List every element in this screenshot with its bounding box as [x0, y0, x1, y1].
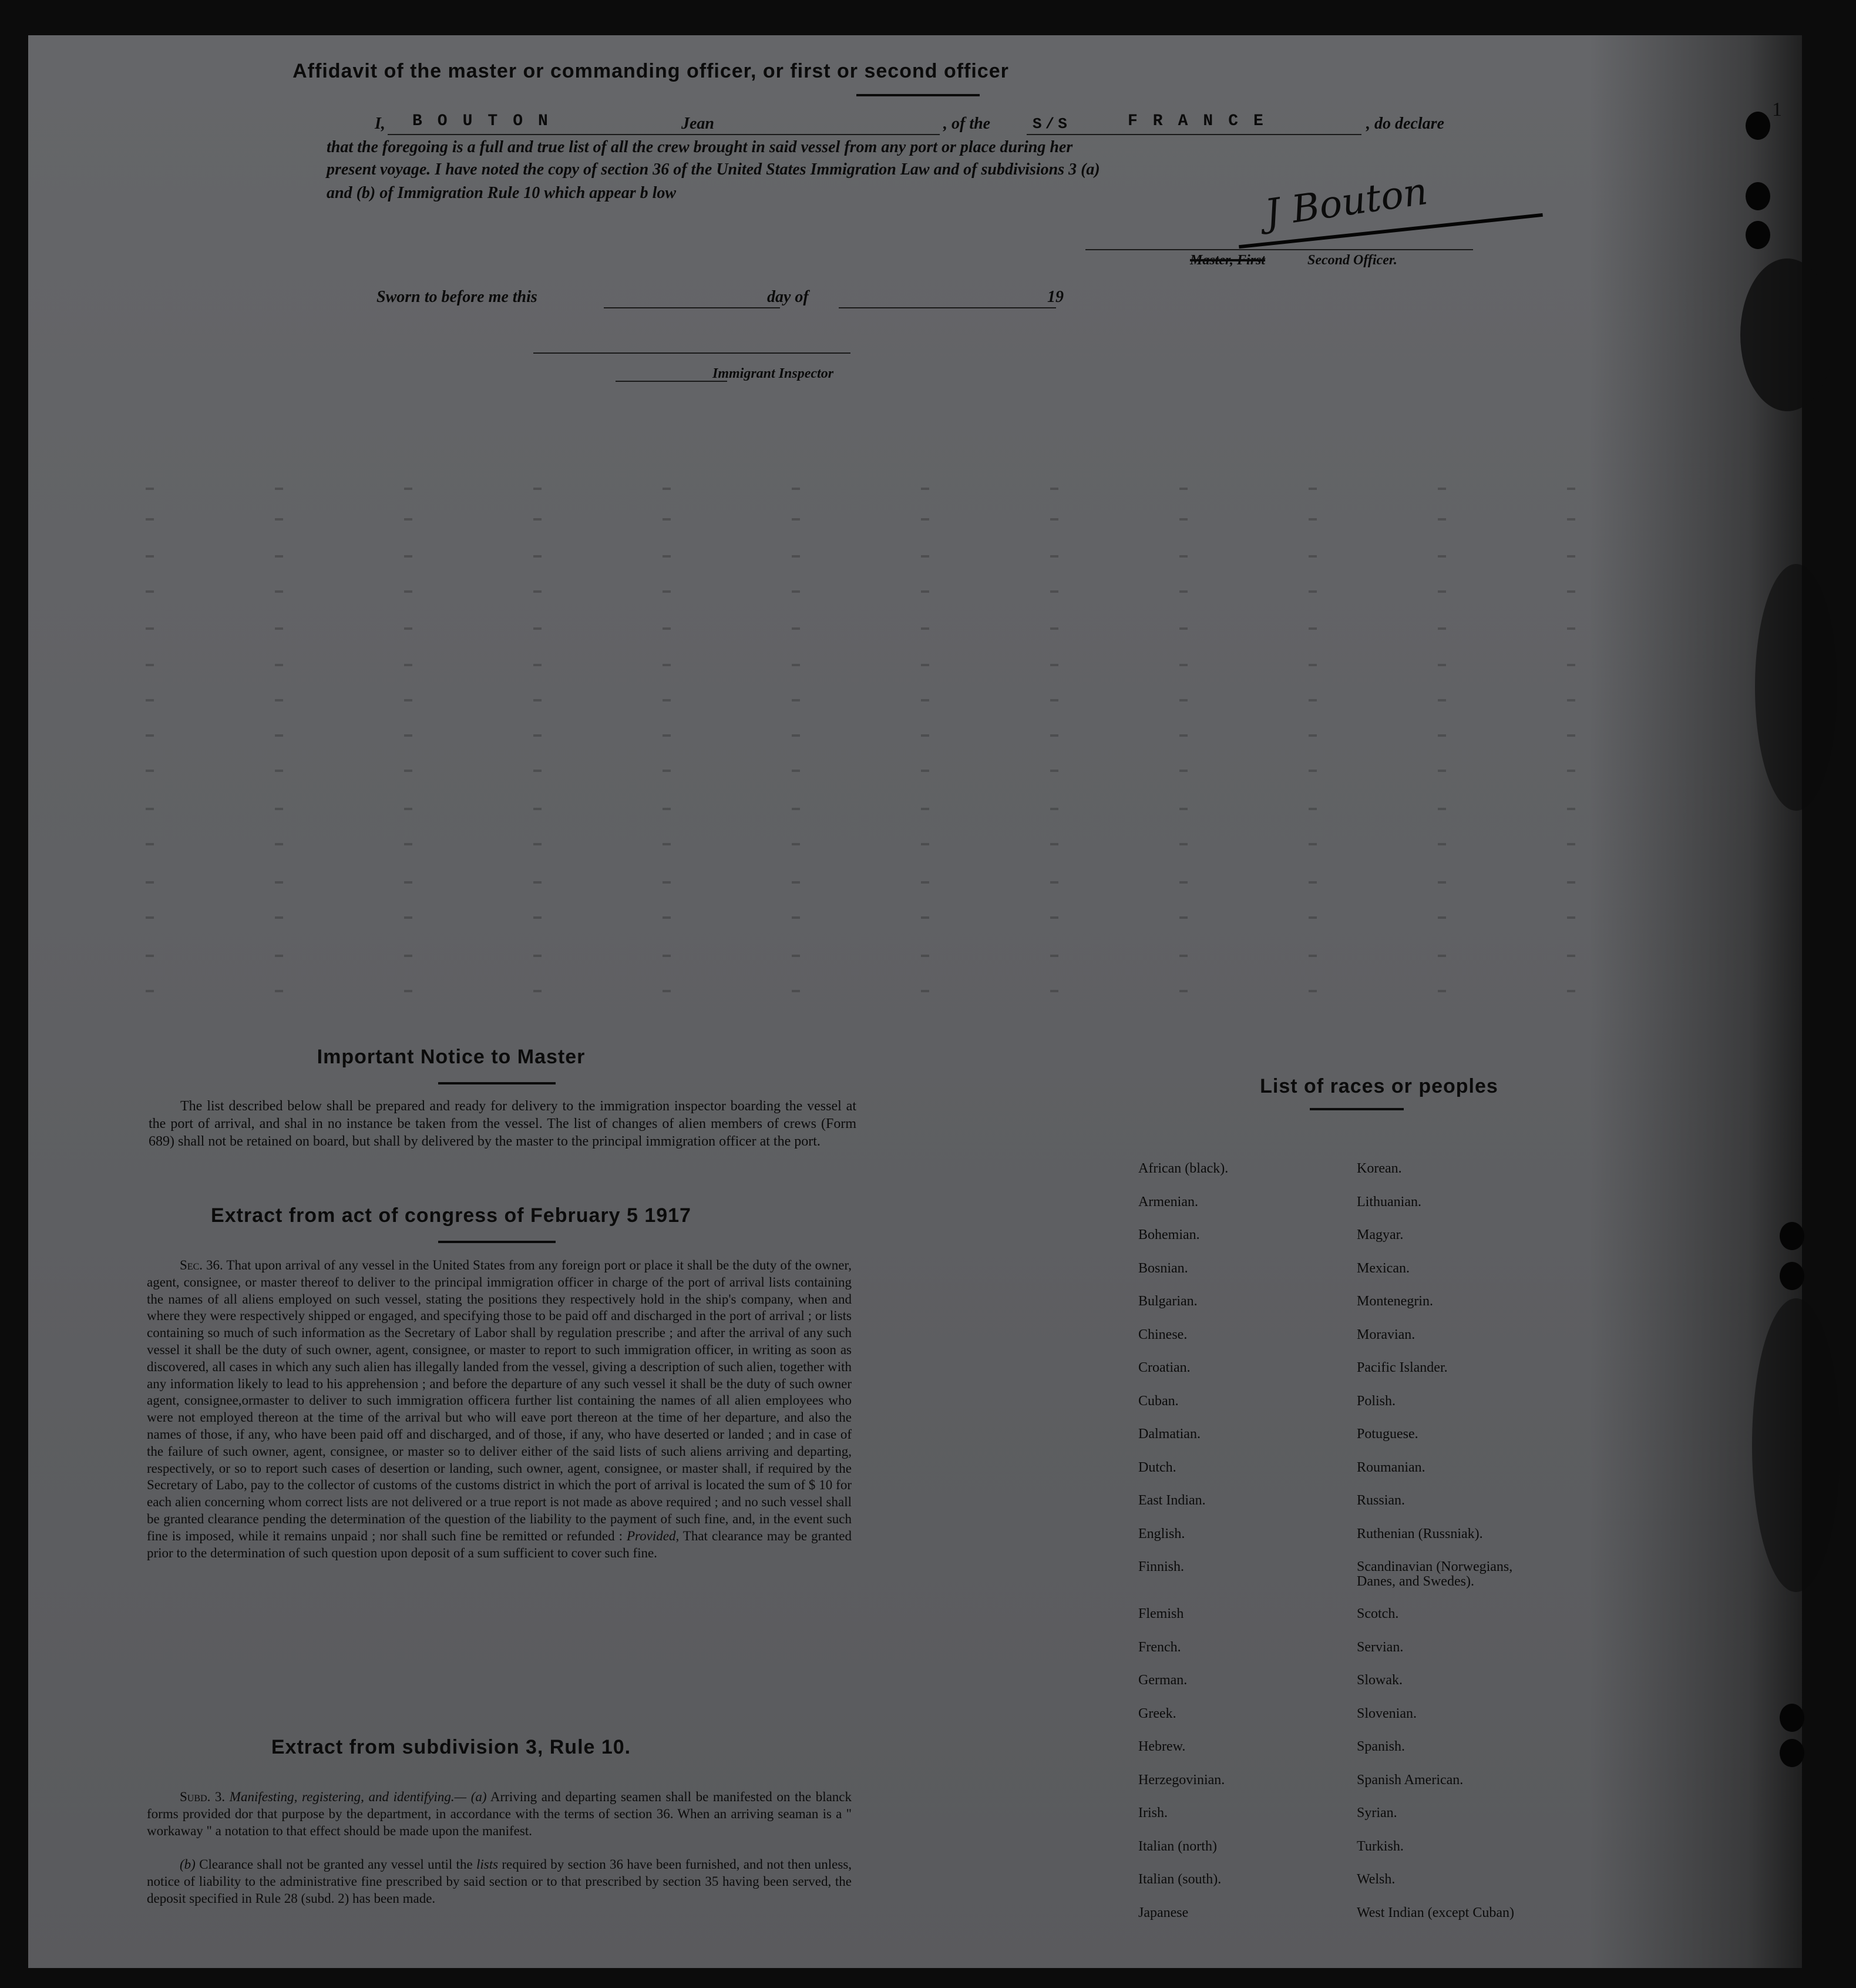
section-36-text: [147, 1257, 852, 1561]
race-item: Ruthenian (Russniak).: [1357, 1526, 1483, 1542]
vessel-prefix: S/S: [1033, 115, 1071, 133]
race-item: Russian.: [1357, 1493, 1406, 1508]
races-title: List of races or peoples: [1260, 1075, 1498, 1097]
race-item: East Indian.: [1138, 1493, 1206, 1508]
race-item: Japanese: [1138, 1905, 1189, 1920]
inspector-lead-line: [616, 381, 727, 382]
vessel-name: FRANCE: [1128, 112, 1279, 130]
race-item: Slowak.: [1357, 1673, 1403, 1688]
race-item: Scotch.: [1357, 1606, 1399, 1621]
race-item: Italian (south).: [1138, 1872, 1222, 1887]
notice-underline: [438, 1082, 556, 1084]
title-underline: [856, 94, 980, 96]
race-item: Bohemian.: [1138, 1227, 1200, 1242]
race-item: Finnish.: [1138, 1559, 1185, 1574]
rule-para-b-text-2: required by section 36 have been furnished, and not then unless, notice of liability to the administrative fine prescribed by said section or to that prescribed by section 35 having been served, the deposit specified in Rule 28 (subd. 2) has been made.: [147, 1857, 852, 1906]
rule-para-a-text: Arriving and departing seamen shall be manifested on the blanck forms provided dor that purpose by the department, in accordance with the terms of section 36. When an arriving seaman is a " workaway " a notation to that effect should be made upon the manifest.: [147, 1789, 852, 1838]
race-item: Dutch.: [1138, 1459, 1176, 1475]
bleed-through-line: [146, 770, 1673, 772]
bleed-through-line: [146, 627, 1673, 630]
act-extract-title: Extract from act of congress of February 5 1917: [211, 1204, 691, 1227]
bleed-through-line: [146, 990, 1673, 992]
bleed-through-line: [146, 488, 1673, 490]
punch-hole: [1780, 1222, 1804, 1250]
race-item: Herzegovinian.: [1138, 1772, 1225, 1788]
punch-hole: [1780, 1262, 1804, 1290]
race-item: Chinese.: [1138, 1327, 1188, 1342]
race-item: Spanish.: [1357, 1739, 1406, 1754]
affidavit-line-1: [375, 113, 1491, 136]
edge-damage: [1740, 258, 1834, 411]
race-item: Greek.: [1138, 1705, 1176, 1721]
race-item: Flemish: [1138, 1606, 1184, 1621]
inspector-signature-line: [533, 352, 850, 354]
race-item: Magyar.: [1357, 1227, 1404, 1242]
name-fill-line: [388, 134, 940, 135]
race-item: Korean.: [1357, 1161, 1402, 1176]
race-item: Bulgarian.: [1138, 1294, 1198, 1309]
vessel-fill-line: [1027, 134, 1361, 135]
race-item: Armenian.: [1138, 1194, 1198, 1210]
section-36-body: That upon arrival of any vessel in the United States from any foreign port or place it shall be the duty of the owner, agent, consignee, or master thereof to deliver to the principal immigration officer in charge of the port of arrival lists containing the names of all aliens employed on such vessel, stating the positions they respectively hold in the ship's company, when and where they were respectively shipped or engaged, and specifying those to be paid off and discharged in the port of arrival ; or lists containing so much of such information as the Secretary of Labor shall by regulation prescribe ; and after the arrival of any such vessel it shall be the duty of such owner, agent, consignee, or master to report to such immigration officer, in writing as soon as discovered, all cases in which any such alien has illegally landed from the vessel, giving a description of such alien, together with any information likely to lead to his apprehension ; and before the departure of any such vessel it shall be the duty of such owner agent, consignee,ormaster to deliver to such immigration officera further list containing the names of all alien employees who were not employed thereon at the time of the arrival but who will eave port thereon at the time of her departure, and also the names of those, if any, who have been paid off and discharged, and of those, if any, who have deserted or landed ; and in case of the failure of such owner, agent, consignee, or master so to deliver either of the said lists of such aliens arriving and departing, respectively, or so to report such cases of desertion or landing, such owner, agent, consignee, or master shall, if required by the Secretary of Labo, pay to the collector of customs of the customs district in which the port of arrival is located the sum of $ 10 for each alien concerning whom correct lists are not delivered or a true report is not made as above required ; and no such vessel shall be granted clearance pending the determination of the question of the liability to the payment of such fine, and, in the event such fine is imposed, while it remains unpaid ; nor shall such fine be remitted or refunded :: [147, 1258, 852, 1543]
bleed-through-line: [146, 590, 1673, 593]
race-item: Servian.: [1357, 1639, 1404, 1655]
race-item: Dalmatian.: [1138, 1426, 1201, 1442]
race-item: Croatian.: [1138, 1360, 1191, 1375]
officer-signature: J Bouton: [1262, 169, 1431, 236]
rule-extract-title: Extract from subdivision 3, Rule 10.: [271, 1736, 631, 1758]
race-item: Spanish American.: [1357, 1772, 1464, 1788]
sworn-day-line: [604, 307, 780, 308]
race-item: Lithuanian.: [1357, 1194, 1421, 1210]
race-item: Italian (north): [1138, 1838, 1217, 1854]
notice-title: Important Notice to Master: [317, 1046, 586, 1068]
bleed-through-line: [146, 808, 1673, 810]
punch-hole: [1746, 112, 1770, 140]
sworn-label: Sworn to before me this: [376, 288, 537, 306]
race-item: Turkish.: [1357, 1838, 1404, 1854]
edge-damage: [1752, 1298, 1840, 1592]
sworn-day-label: day of: [767, 288, 809, 306]
race-item: Pacific Islander.: [1357, 1360, 1448, 1375]
subd-label: Subd. 3.: [180, 1789, 226, 1804]
affidavit-line-3: present voyage. I have noted the copy of section 36 of the United States Immigration Law and of subdivisions 3 (a): [327, 160, 1100, 179]
document-page: [28, 35, 1802, 1968]
do-declare-label: , do declare: [1366, 115, 1444, 133]
subd-heading: Manifesting, registering, and identifying.— (a): [229, 1789, 487, 1804]
page-number: 1: [1772, 99, 1782, 120]
rule-para-b: [147, 1856, 852, 1907]
sworn-month-line: [839, 307, 1056, 308]
race-item: German.: [1138, 1673, 1188, 1688]
punch-hole: [1780, 1704, 1804, 1732]
bleed-through-line: [146, 699, 1673, 701]
bleed-through-line: [146, 734, 1673, 737]
race-item: West Indian (except Cuban): [1357, 1905, 1514, 1920]
officer-title: Second Officer.: [1307, 253, 1397, 268]
bleed-through-line: [146, 881, 1673, 884]
rule-para-b-lists: lists: [476, 1857, 499, 1872]
race-item: English.: [1138, 1526, 1185, 1542]
race-item: Cuban.: [1138, 1393, 1179, 1409]
affidavit-title: Affidavit of the master or commanding officer, or first or second officer: [292, 60, 1009, 82]
race-item: Mexican.: [1357, 1260, 1410, 1276]
signature-line: [1085, 249, 1473, 250]
bleed-through-line: [146, 518, 1673, 520]
affidavit-line-2: that the foregoing is a full and true list of all the crew brought in said vessel from any port or place during her: [327, 138, 1073, 156]
race-item: Montenegrin.: [1357, 1294, 1433, 1309]
edge-damage: [1755, 564, 1837, 811]
race-item: Moravian.: [1357, 1327, 1415, 1342]
of-the-label: , of the: [943, 115, 991, 133]
notice-text: The list described below shall be prepared and ready for delivery to the immigration inspector boarding the vessel at the port of arrival, and shal in no instance be taken from the vessel. The list of changes of alien members of crews (Form 689) shall not be retained on board, but shall by delivered by the master to the principal immigration officer at the port.: [149, 1099, 856, 1149]
declarant-given-name: Jean: [681, 115, 714, 133]
bleed-through-line: [146, 843, 1673, 845]
declarant-surname: BOUTON: [412, 112, 563, 130]
race-item: Irish.: [1138, 1805, 1168, 1821]
bleed-through-line: [146, 916, 1673, 919]
race-item: Polish.: [1357, 1393, 1396, 1409]
struck-title: Master, First: [1190, 253, 1266, 268]
section-36-body-end: That clearance may be granted prior to the determination of such question upon deposit of a sum sufficient to cover such fine.: [147, 1528, 852, 1560]
races-underline: [1310, 1108, 1404, 1110]
race-item: French.: [1138, 1639, 1181, 1655]
sworn-year-label: 19: [1047, 288, 1064, 306]
race-item: Scandinavian (Norwegians, Danes, and Swedes).: [1357, 1559, 1513, 1589]
bleed-through-line: [146, 664, 1673, 666]
rule-para-a: [147, 1789, 852, 1839]
race-item: Roumanian.: [1357, 1459, 1425, 1475]
inspector-label: Immigrant Inspector: [712, 366, 834, 381]
bleed-through-line: [146, 555, 1673, 558]
rule-para-b-text-1: Clearance shall not be granted any vessel until the: [199, 1857, 473, 1872]
pronoun-label: I,: [375, 115, 385, 133]
race-item: Welsh.: [1357, 1872, 1396, 1887]
punch-hole: [1746, 221, 1770, 249]
rule-para-b-label: (b): [180, 1857, 196, 1872]
race-item: African (black).: [1138, 1161, 1229, 1176]
punch-hole: [1780, 1739, 1804, 1767]
bleed-through-line: [146, 955, 1673, 957]
race-item: Bosnian.: [1138, 1260, 1188, 1276]
punch-hole: [1746, 182, 1770, 210]
race-item: Hebrew.: [1138, 1739, 1186, 1754]
section-36-provided: Provided,: [627, 1528, 680, 1543]
race-item: Syrian.: [1357, 1805, 1397, 1821]
section-36-label: Sec. 36.: [180, 1258, 223, 1272]
affidavit-line-4: and (b) of Immigration Rule 10 which appear b low: [327, 184, 677, 202]
race-item: Slovenian.: [1357, 1705, 1417, 1721]
race-item: Potuguese.: [1357, 1426, 1418, 1442]
act-underline: [438, 1241, 556, 1243]
